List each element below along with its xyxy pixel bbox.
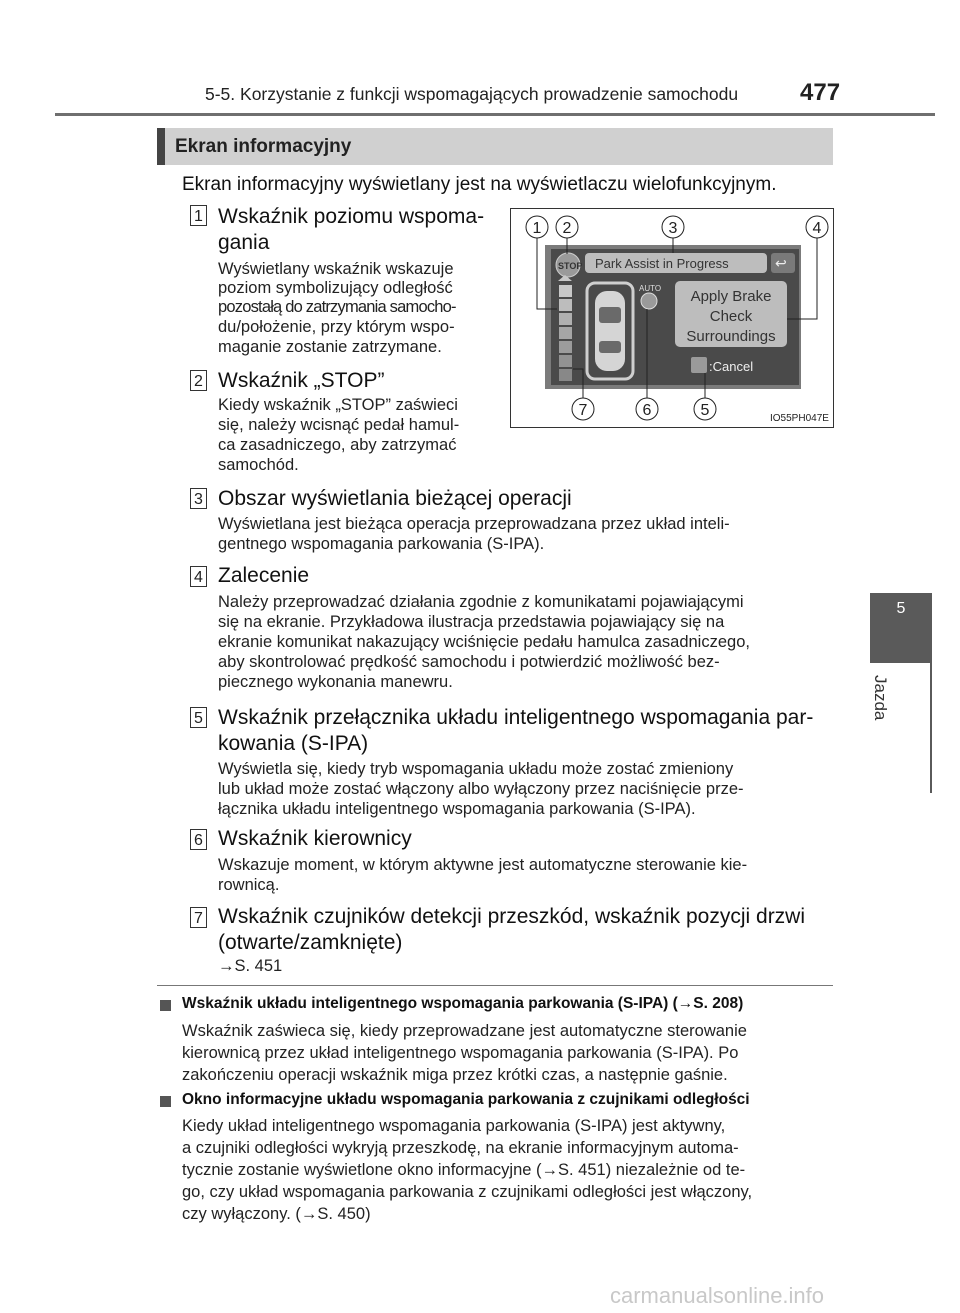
- recommendation-line: Apply Brake: [690, 288, 772, 305]
- item-title: (otwarte/zamknięte): [218, 931, 403, 954]
- item-desc-line: Wyświetlany wskaźnik wskazuje: [218, 260, 454, 278]
- note-body-line: Kiedy układ inteligentnego wspomagania parkowania (S-IPA) jest aktywny,: [182, 1117, 726, 1135]
- section-intro: Ekran informacyjny wyświetlany jest na wyświetlaczu wielofunkcyjnym.: [182, 174, 777, 195]
- note-heading: Okno informacyjne układu wspomagania parkowania z czujnikami odległości: [182, 1091, 750, 1108]
- item-title: Wskaźnik przełącznika układu inteligentnego wspomagania par-: [218, 706, 814, 729]
- item-desc-line: aby skontrolować prędkość samochodu i potwierdzić możliwość bez-: [218, 653, 720, 671]
- section-title: Ekran informacyjny: [175, 136, 352, 157]
- item-number: 5: [190, 707, 207, 728]
- header-rule: [55, 113, 935, 116]
- item-desc-line: ekranie komunikat nakazujący wciśnięcie pedału hamulca zasadniczego,: [218, 633, 750, 651]
- car-rear-window: [599, 341, 621, 353]
- item-desc-line: ca zasadniczego, aby zatrzymać: [218, 436, 457, 454]
- assist-level-bar: [559, 285, 572, 297]
- figure-code: IO55PH047E: [770, 413, 829, 424]
- operation-display-text: Park Assist in Progress: [595, 256, 729, 271]
- car-windshield: [599, 307, 621, 323]
- item-number: 6: [190, 829, 207, 850]
- item-desc-line: się, należy wcisnąć pedał hamul-: [218, 416, 460, 434]
- item-desc-line: maganie zostanie zatrzymane.: [218, 338, 442, 356]
- callout-number: 6: [642, 402, 652, 419]
- note-body-line: zakończeniu operacji wskaźnik miga przez krótki czas, a następnie gaśnie.: [182, 1066, 728, 1084]
- chapter-tab-label-wrap: [868, 675, 890, 755]
- steering-indicator-icon: [641, 293, 657, 309]
- callout-number: 3: [668, 220, 678, 237]
- display-illustration: [510, 208, 834, 428]
- assist-level-bar: [559, 341, 572, 353]
- item-number: 2: [190, 370, 207, 391]
- callout-number: 7: [578, 402, 588, 419]
- car-top-view-icon: [595, 291, 625, 371]
- display-illustration-svg: [511, 209, 833, 427]
- item-desc-line: samochód.: [218, 456, 299, 474]
- divider: [157, 985, 833, 986]
- item-desc-line: rownicą.: [218, 876, 280, 894]
- item-desc-line: Kiedy wskaźnik „STOP” zaświeci: [218, 396, 458, 414]
- recommendation-line: Check: [709, 308, 753, 325]
- item-desc-line: piecznego wykonania manewru.: [218, 673, 453, 691]
- assist-level-bar: [559, 313, 572, 325]
- item-title: Wskaźnik kierownicy: [218, 827, 412, 850]
- callout-number: 5: [700, 402, 710, 419]
- callout-number: 1: [532, 220, 542, 237]
- square-bullet-icon: [160, 1000, 171, 1011]
- assist-level-bar: [559, 369, 572, 381]
- note-body-line: Wskaźnik zaświeca się, kiedy przeprowadzane jest automatyczne sterowanie: [182, 1022, 747, 1040]
- callout-number: 4: [812, 220, 822, 237]
- chapter-tab-number: 5: [896, 600, 906, 617]
- item-number: 3: [190, 488, 207, 509]
- item-desc-line: Wskazuje moment, w którym aktywne jest automatyczne sterowanie kie-: [218, 856, 748, 874]
- item-desc-line: →S. 451: [218, 957, 283, 975]
- item-title: Wskaźnik „STOP”: [218, 369, 385, 392]
- item-desc-line: łącznika układu inteligentnego wspomagania parkowania (S-IPA).: [218, 800, 696, 818]
- section-banner-accent: [157, 128, 165, 165]
- item-desc-line: du/położenie, przy którym wspo-: [218, 318, 455, 336]
- ipa-switch-indicator-icon: [691, 357, 707, 373]
- back-arrow-icon: ↩: [775, 256, 787, 272]
- square-bullet-icon: [160, 1096, 171, 1107]
- running-header-title: 5-5. Korzystanie z funkcji wspomagających prowadzenie samochodu: [205, 84, 739, 104]
- item-desc-line: Należy przeprowadzać działania zgodnie z komunikatami pojawiającymi: [218, 593, 744, 611]
- callout-number: 2: [562, 220, 572, 237]
- item-title: kowania (S-IPA): [218, 732, 369, 755]
- item-number: 7: [190, 907, 207, 928]
- item-desc-line: pozostałą do zatrzymania samocho-: [218, 298, 456, 316]
- note-body-line: czy wyłączony. (→S. 450): [182, 1205, 371, 1223]
- page-number: 477: [800, 79, 841, 106]
- item-desc-line: poziom symbolizujący odległość: [218, 279, 453, 297]
- item-title: Wskaźnik czujników detekcji przeszkód, wskaźnik pozycji drzwi: [218, 905, 806, 928]
- item-desc-line: Wyświetla się, kiedy tryb wspomagania układu może zostać zmieniony: [218, 760, 734, 778]
- item-title: Zalecenie: [218, 564, 310, 587]
- assist-level-bar: [559, 355, 572, 367]
- auto-label: AUTO: [639, 284, 662, 293]
- item-desc-line: gentnego wspomagania parkowania (S-IPA).: [218, 535, 545, 553]
- item-title: gania: [218, 231, 270, 254]
- chapter-tab-label: Jazda: [871, 675, 890, 721]
- assist-level-bar: [559, 327, 572, 339]
- note-body-line: kierownicą przez układ inteligentnego wspomagania parkowania (S-IPA). Po: [182, 1044, 739, 1062]
- chapter-tab-line: [930, 663, 932, 793]
- assist-level-bar: [559, 299, 572, 311]
- note-body-line: a czujniki odległości wykryją przeszkodę, na ekranie informacyjnym automa-: [182, 1139, 739, 1157]
- note-body-line: tycznie zostanie wyświetlone okno informacyjne (→S. 451) niezależnie od te-: [182, 1161, 746, 1179]
- cancel-text: :Cancel: [709, 359, 754, 374]
- recommendation-line: Surroundings: [686, 328, 776, 345]
- note-body-line: go, czy układ wspomagania parkowania z czujnikami odległości jest włączony,: [182, 1183, 753, 1201]
- item-number: 4: [190, 566, 207, 587]
- item-desc-line: lub układ może zostać włączony albo wyłączony przez naciśnięcie prze-: [218, 780, 744, 798]
- item-desc-line: się na ekranie. Przykładowa ilustracja przedstawia pojawiający się na: [218, 613, 725, 631]
- item-number: 1: [190, 205, 207, 226]
- item-title: Obszar wyświetlania bieżącej operacji: [218, 487, 572, 510]
- item-desc-line: Wyświetlana jest bieżąca operacja przeprowadzana przez układ inteli-: [218, 515, 730, 533]
- stop-indicator-text: STOP: [558, 261, 583, 271]
- watermark: carmanualsonline.info: [610, 1283, 825, 1308]
- item-title: Wskaźnik poziomu wspoma-: [218, 205, 485, 228]
- note-heading: Wskaźnik układu inteligentnego wspomagania parkowania (S-IPA) (→S. 208): [182, 995, 744, 1012]
